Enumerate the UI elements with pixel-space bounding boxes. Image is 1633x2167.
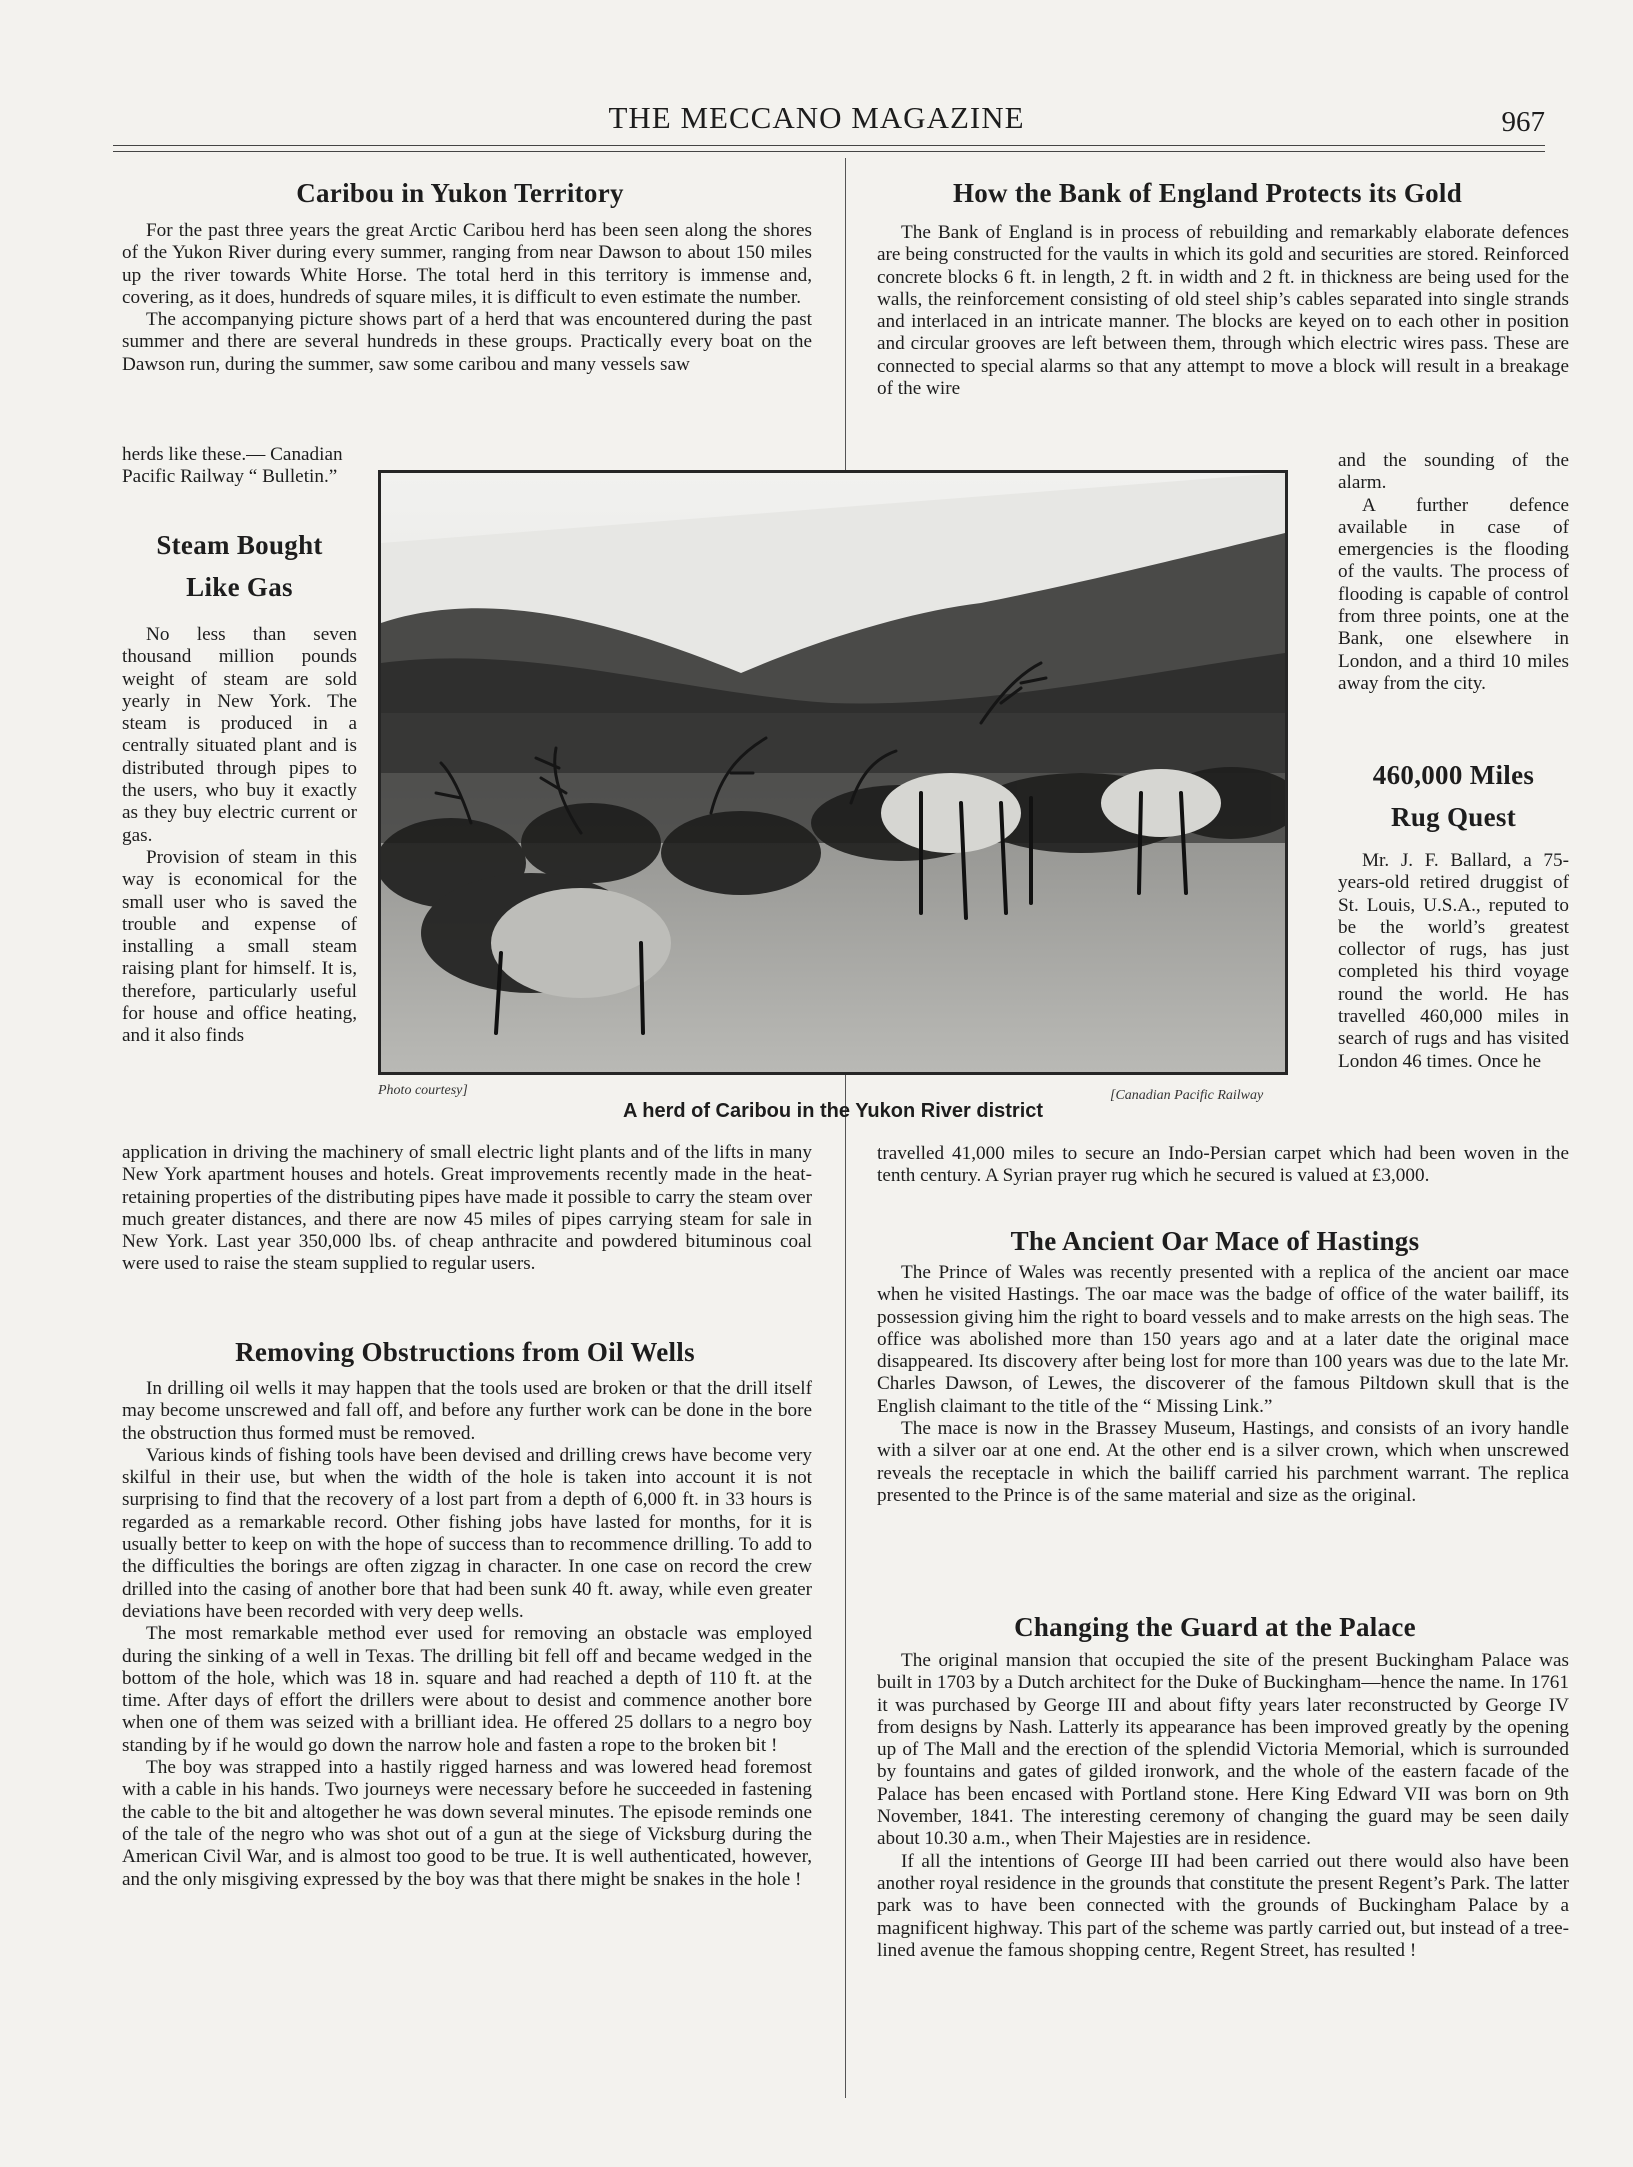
steam-body-wide — [122, 1142, 812, 1276]
oar-paragraph: The mace is now in the Brassey Museum, Hastings, and consists of an ivory handle with a silver oar at one end. At the other end is a silver crown, which when unscrewed reveals the receptacle in which the bailiff carried his parchment warrant. The replica presented to the Prince is of the same material and size as the original. — [877, 1418, 1569, 1506]
header-rule-bottom — [113, 151, 1545, 152]
caribou-paragraph: The accompanying picture shows part of a herd that was encountered during the past summer and there are several hundreds in these groups. Practically every boat on the Dawson run, during the summer, saw some caribou and many vessels saw — [122, 309, 812, 375]
page-number: 967 — [1501, 106, 1545, 138]
bank-paragraph: A further defence available in case of emergencies is the flooding of the vaults. The process of flooding is capable of control from three points, one at the Bank, one elsewhere in London, and a third 10 miles away from the city. — [1338, 494, 1569, 694]
oar-heading: The Ancient Oar Mace of Hastings — [1010, 1226, 1420, 1256]
caribou-paragraph: For the past three years the great Arctic Caribou herd has been seen along the shores of the Yukon River during every summer, ranging from near Dawson to about 150 miles up the river towards White Horse. The total herd in this territory is immense and, covering, as it does, hundreds of square miles, it is difficult to even estimate the number. — [122, 220, 812, 308]
oil-heading: Removing Obstructions from Oil Wells — [235, 1337, 695, 1367]
caribou-heading: Caribou in Yukon Territory — [296, 178, 624, 208]
steam-paragraph: No less than seven thousand million pounds weight of steam are sold yearly in New York. The steam is produced in a centrally situated plant and is distributed through pipes to the users, who buy it exactly as they buy electric current or gas. — [122, 624, 357, 846]
column-divider — [845, 158, 846, 2098]
magazine-title: THE MECCANO MAGAZINE — [608, 100, 1025, 135]
bank-paragraph: and the sounding of the alarm. — [1338, 450, 1569, 494]
steam-body-narrow — [122, 624, 357, 1048]
rug-body-narrow — [1338, 850, 1569, 1073]
rug-heading-1: 460,000 Miles — [1372, 760, 1535, 790]
caribou-herd-image — [381, 473, 1285, 1072]
bank-paragraph: The Bank of England is in process of rebuilding and remarkably elaborate defences are being constructed for the vaults in which its gold and securities are stored. Reinforced concrete blocks 6 ft. in length, 2 ft. in width and 2 ft. in thickness are being used for the walls, the reinforcement consisting of old steel ship’s cables separated into single strands and interlaced in an intricate manner. The blocks are keyed on to each other in position and circular grooves are left between them, through which electric wires pass. These are connected to special alarms so that any attempt to move a block will result in a breakage of the wire — [877, 222, 1569, 400]
photo-credit-right: [Canadian Pacific Railway — [1110, 1088, 1264, 1103]
rug-paragraph: travelled 41,000 miles to secure an Indo-Persian carpet which had been woven in the tenth century. A Syrian prayer rug which he secured is valued at £3,000. — [877, 1143, 1569, 1187]
oil-paragraph: Various kinds of fishing tools have been devised and drilling crews have become very skilful in their use, but when the width of the hole is taken into account it is not surprising to find that the recovery of a lost part from a depth of 6,000 ft. in 33 hours is regarded as a remarkable record. Other fishing jobs have lasted for months, for it is usually better to keep on with the hope of success than to recommence drilling. To add to the difficulties the borings are often zigzag in character. In one case on record the crew drilled into the casing of another bore that had been sunk 40 ft. away, while even greater deviations have been recorded with very deep wells. — [122, 1444, 812, 1622]
guard-heading: Changing the Guard at the Palace — [1014, 1612, 1416, 1642]
steam-paragraph: Provision of steam in this way is economical for the small user who is saved the trouble and expense of installing a small steam raising plant for himself. It is, therefore, particularly useful for house and office heating, and it also finds — [122, 846, 357, 1047]
header-rule-top — [113, 145, 1545, 146]
bank-body-narrow — [1338, 450, 1569, 695]
bank-body — [877, 222, 1569, 400]
steam-heading-2: Like Gas — [186, 572, 293, 602]
bank-heading: How the Bank of England Protects its Gold — [952, 178, 1463, 208]
caribou-body — [122, 220, 812, 376]
oar-body — [877, 1262, 1569, 1507]
oil-paragraph: The boy was strapped into a hastily rigged harness and was lowered head foremost with a cable in his hands. Two journeys were necessary before he succeeded in fastening the cable to the bit and altogether he was down several minutes. The episode reminds one of the tale of the negro who was shot out of a gun at the siege of Vicksburg during the American Civil War, and is almost too good to be true. It is well authenticated, however, and the only misgiving expressed by the boy was that there might be snakes in the hole ! — [122, 1757, 812, 1890]
oil-paragraph: The most remarkable method ever used for removing an obstacle was employed during the sinking of a well in Texas. The drilling bit fell off and became wedged in the bottom of the hole, which was 18 in. square and had reached a depth of 110 ft. at the time. After days of effort the drillers were about to desist and commence another bore when one of them was seized with a brilliant idea. He offered 25 dollars to a negro boy standing by if he would go down the narrow hole and fasten a rope to the broken bit ! — [122, 1623, 812, 1756]
rug-heading-2: Rug Quest — [1391, 802, 1516, 832]
photo-caption: A herd of Caribou in the Yukon River district — [622, 1100, 1044, 1122]
rug-body-wide — [877, 1143, 1569, 1188]
caribou-photo — [378, 470, 1288, 1075]
guard-paragraph: The original mansion that occupied the site of the present Buckingham Palace was built in 1703 by a Dutch architect for the Duke of Buckingham—hence the name. In 1761 it was purchased by George III and about fifty years later reconstructed by George IV from designs by Nash. Latterly its appearance has been improved greatly by the opening up of The Mall and the erection of the splendid Victoria Memorial, which is surrounded by fountains and gates of gilded ironwork, and the whole of the eastern facade of the Palace has been encased with Portland stone. Here King Edward VII was born on 9th November, 1841. The interesting ceremony of changing the guard may be seen daily about 10.30 a.m., when Their Majesties are in residence. — [877, 1650, 1569, 1850]
oil-paragraph: In drilling oil wells it may happen that the tools used are broken or that the drill itself may become unscrewed and fall off, and before any further work can be done in the bore the obstruction thus formed must be removed. — [122, 1378, 812, 1444]
photo-credit-left: Photo courtesy] — [378, 1083, 468, 1098]
guard-paragraph: If all the intentions of George III had been carried out there would also have been another royal residence in the grounds that constitute the present Regent’s Park. The latter park was to have been connected with the grounds of Buckingham Palace by a magnificent highway. This part of the scheme was partly carried out, but instead of a tree-lined avenue the famous shopping centre, Regent Street, has resulted ! — [877, 1850, 1569, 1961]
caribou-paragraph: herds like these.— Canadian Pacific Railway “ Bulletin.” — [122, 444, 343, 488]
guard-body — [877, 1650, 1569, 1962]
oil-body — [122, 1378, 812, 1891]
steam-paragraph: application in driving the machinery of small electric light plants and of the lifts in many New York apartment houses and hotels. Great improvements recently made in the heat-retaining properties of the distributing pipes have made it possible to carry the steam over much greater distances, and there are now 45 miles of pipes carrying steam for sale in New York. Last year 350,000 lbs. of cheap anthracite and powdered bituminous coal were used to raise the steam supplied to regular users. — [122, 1142, 812, 1275]
oar-paragraph: The Prince of Wales was recently presented with a replica of the ancient oar mace when he visited Hastings. The oar mace was the badge of office of the water bailiff, its possession giving him the right to board vessels and to make arrests on the high seas. The office was abolished more than 150 years ago and at a later date the original mace disappeared. Its discovery after being lost for more than 100 years was due to the late Mr. Charles Dawson, of Lewes, the discoverer of the famous Piltdown skull that is the English claimant to the title of the “ Missing Link.” — [877, 1262, 1569, 1417]
steam-heading-1: Steam Bought — [156, 530, 323, 560]
caribou-credit — [122, 444, 357, 489]
rug-paragraph: Mr. J. F. Ballard, a 75-years-old retired druggist of St. Louis, U.S.A., reputed to be the world’s greatest collector of rugs, has just completed his third voyage round the world. He has travelled 460,000 miles in search of rugs and has visited London 46 times. Once he — [1338, 850, 1569, 1072]
